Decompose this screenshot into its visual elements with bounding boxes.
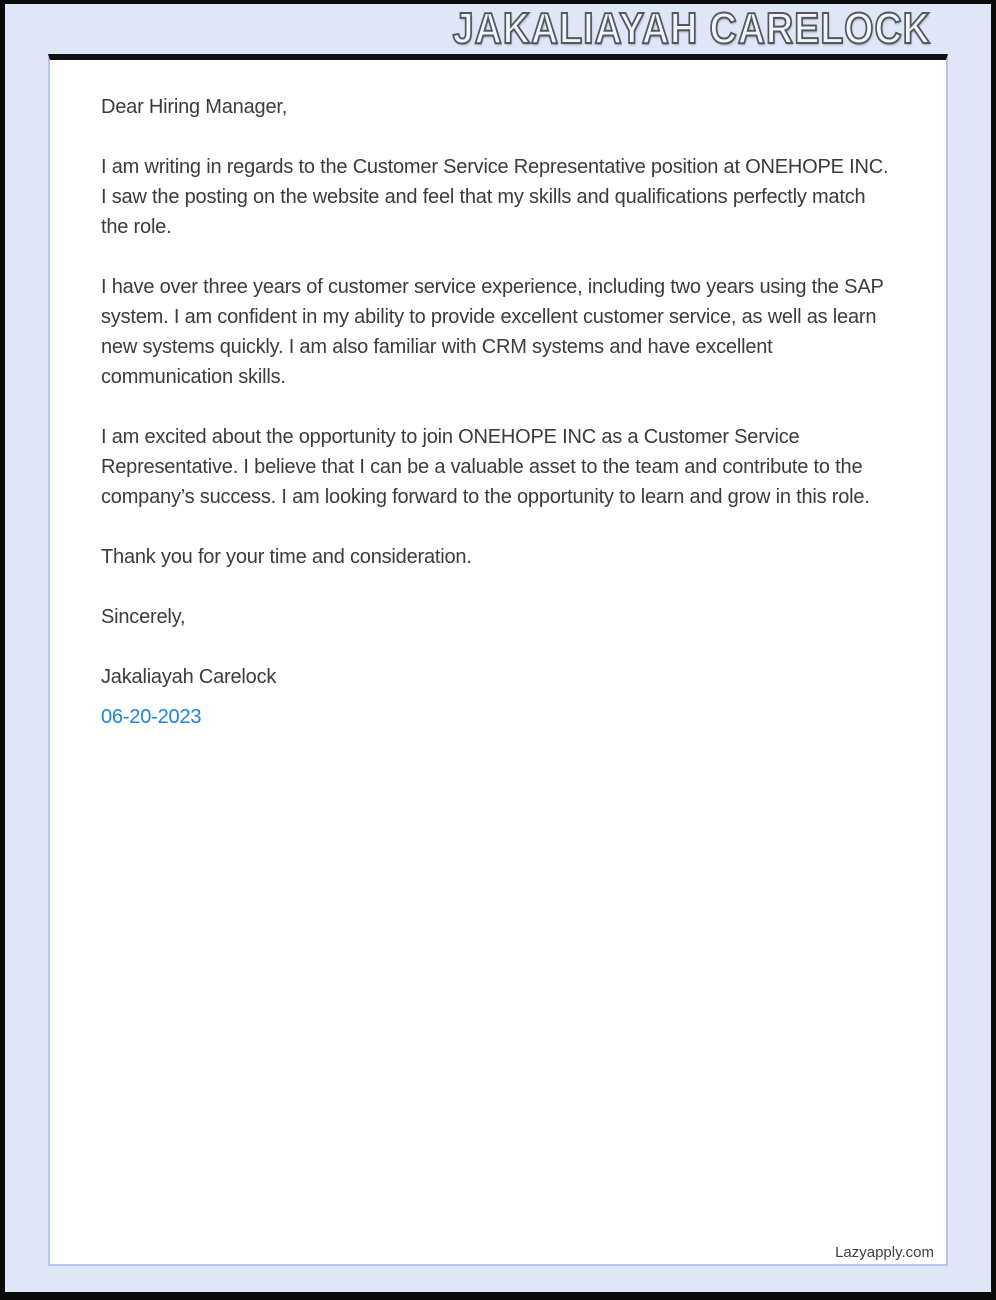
letter-header: [48, 4, 948, 54]
letter-paragraph: I have over three years of customer service experience, including two years using the SAP system. I am confident in my ability to provide excellent customer service, as well as learn new systems quickly. I am also familiar with CRM systems and have excellent communication skills.: [101, 276, 884, 388]
branding-link[interactable]: Lazyapply.com: [835, 1244, 934, 1261]
letter-page: [48, 54, 948, 1266]
signature-name: Jakaliayah Carelock: [101, 666, 277, 688]
header-name: JAKALIAYAH CARELOCK: [452, 4, 931, 53]
salutation: Dear Hiring Manager,: [101, 96, 288, 118]
letter-paragraph: I am excited about the opportunity to join ONEHOPE INC as a Customer Service Representative. I believe that I can be a valuable asset to the team and contribute to the company’s success. I am looking forward to the opportunity to learn and grow in this role.: [101, 426, 870, 508]
letter-date: 06-20-2023: [101, 706, 202, 728]
signoff: Sincerely,: [101, 606, 186, 628]
letter-paragraph: I am writing in regards to the Customer Service Representative position at ONEHOPE INC. I saw the posting on the website and feel that my skills and qualifications perfectly match the role.: [101, 156, 889, 238]
closing-thanks: Thank you for your time and consideration.: [101, 546, 472, 568]
